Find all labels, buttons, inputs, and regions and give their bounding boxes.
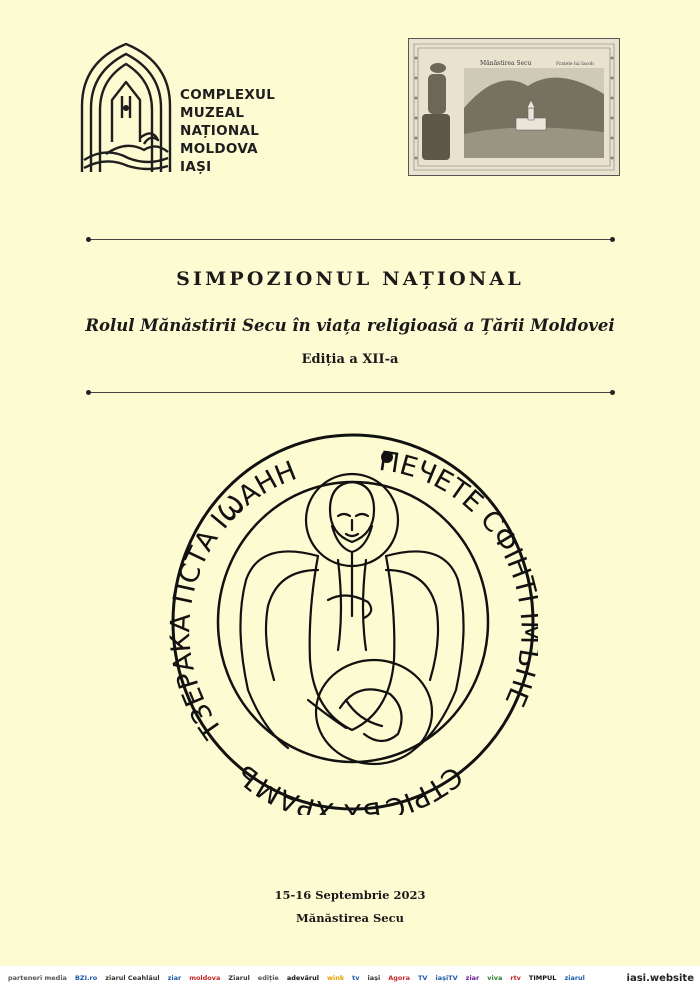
partner-logo: tv — [352, 974, 360, 982]
partner-logo: parteneri media — [8, 974, 67, 982]
partner-logo: rtv — [510, 974, 521, 982]
seal-inscription: ПЕЧЕТЕ СФІНТ НЕ — [376, 445, 538, 711]
partner-logo: ziar — [465, 974, 480, 982]
partner-logo: BZI.ro — [74, 974, 98, 982]
partner-logo: iași — [367, 974, 381, 982]
partner-logo: ziar — [167, 974, 182, 982]
seal-illustration — [168, 430, 538, 815]
partner-logo: TIMPUL — [528, 974, 557, 982]
saint-figure-icon — [240, 474, 463, 764]
partner-logo: Agora — [388, 974, 410, 982]
museum-logo — [78, 42, 278, 174]
partner-logo: Ziarul — [228, 974, 250, 982]
arch-tower-logo-icon — [78, 42, 174, 174]
website-link[interactable]: iasi.website — [626, 972, 694, 984]
page-title: SIMPOZIONUL NAȚIONAL — [176, 268, 524, 290]
seal-inscription: СТРІСЪХ ХРАМЪ — [230, 757, 469, 815]
logo-line: IAȘI — [180, 159, 212, 175]
media-partners-strip — [0, 966, 700, 990]
postcard-caption: Mănăstirea Secu — [480, 60, 532, 67]
divider-top — [88, 239, 613, 240]
postcard-caption: Fratele lui Iacob — [556, 62, 594, 67]
logo-line: MUZEAL — [180, 105, 245, 121]
logo-text — [180, 86, 275, 176]
divider-bottom — [88, 392, 613, 393]
logo-line: NAȚIONAL — [180, 123, 260, 139]
partner-logo: wink — [326, 974, 345, 982]
edition-label: Ediția a XII-a — [301, 352, 399, 367]
partner-logo: ziarul — [564, 974, 585, 982]
partner-logo: adevărul — [286, 974, 319, 982]
seal-inscription: ТЗЕРАКА ПСТА ІѠАНН — [168, 455, 301, 744]
partner-logo: ediție — [257, 974, 279, 982]
page-subtitle: Rolul Mănăstirii Secu în viața religioasă a Țării Moldovei — [85, 316, 615, 335]
partner-logo: moldova — [189, 974, 221, 982]
partner-logo: viva — [487, 974, 503, 982]
logo-line: MOLDOVA — [180, 141, 258, 157]
partner-logo: iașiTV — [435, 974, 458, 982]
logo-line: COMPLEXUL — [180, 87, 276, 103]
event-place: Mănăstirea Secu — [296, 911, 404, 925]
monastery-postcard-image — [408, 38, 620, 176]
partner-logo: TV — [418, 974, 428, 982]
event-date: 15-16 Septembrie 2023 — [274, 888, 426, 902]
partner-logo: ziarul Ceahlăul — [105, 974, 160, 982]
